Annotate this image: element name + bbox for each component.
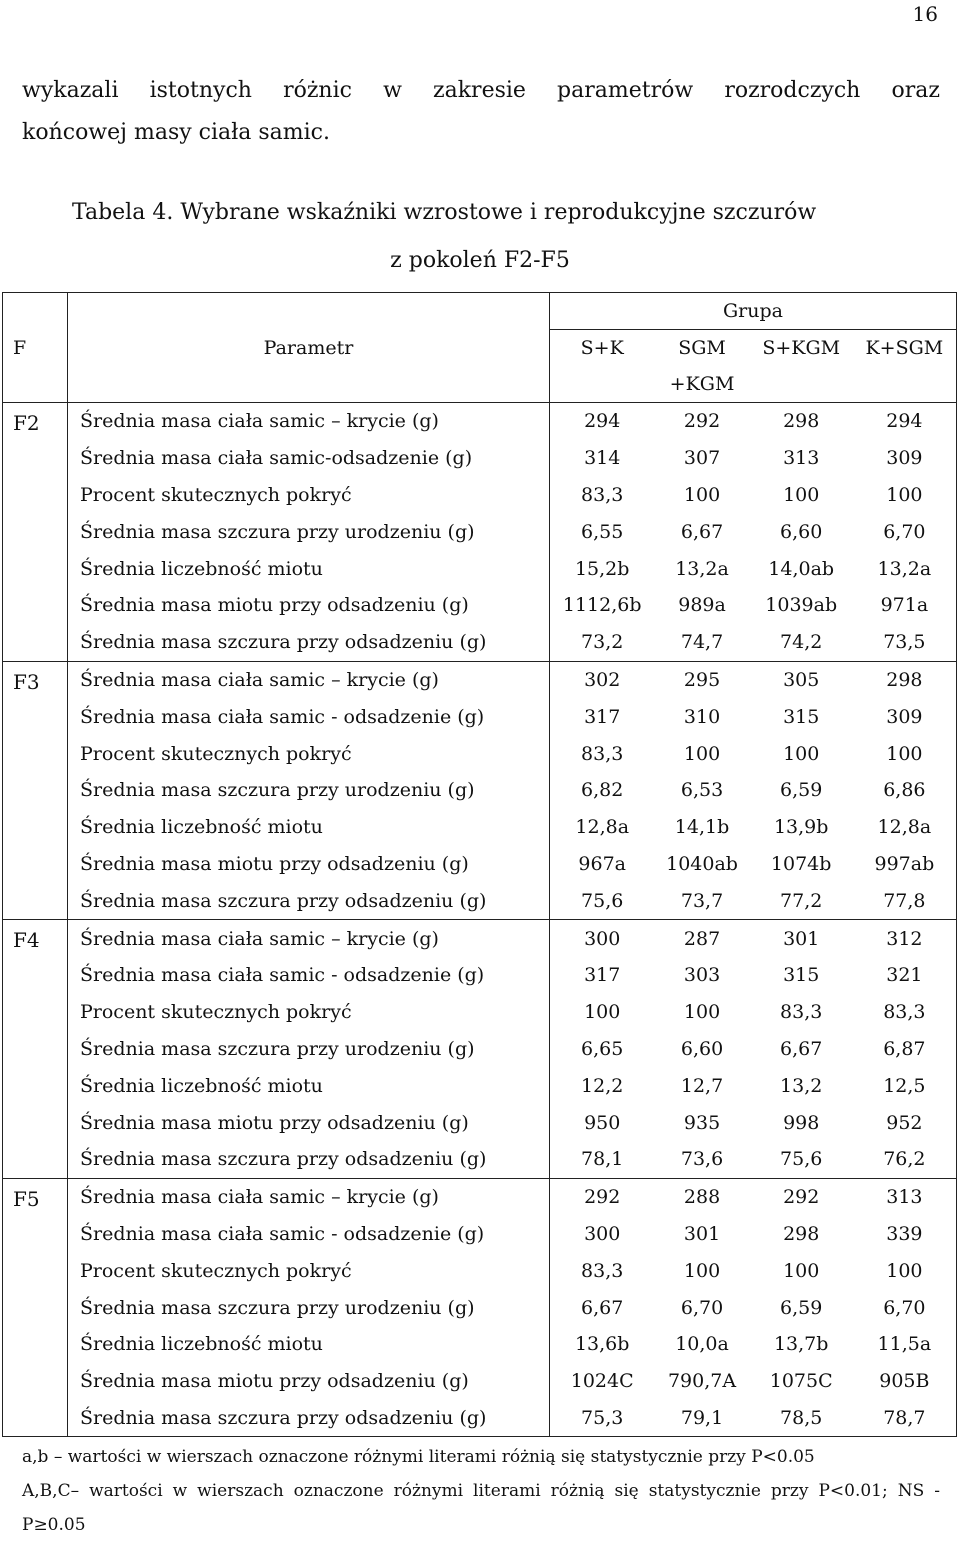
value-cell: 302 <box>550 661 655 698</box>
generation-label: F2 <box>3 403 68 662</box>
parameter-name: Średnia masa szczura przy urodzeniu (g) <box>68 772 550 809</box>
value-cell: 78,7 <box>853 1400 957 1437</box>
value-cell: 83,3 <box>581 1259 624 1282</box>
value-cell: 314 <box>584 447 621 470</box>
value-cell: 15,2b <box>574 557 630 580</box>
parameter-name: Średnia masa ciała samic-odsadzenie (g) <box>68 440 550 477</box>
parameter-name: Średnia masa ciała samic – krycie (g) <box>68 661 550 698</box>
value-cell: 100 <box>683 483 721 506</box>
value-cell: 11,5a <box>853 1326 957 1363</box>
table-row <box>3 1104 957 1141</box>
value-cell: 6,82 <box>581 779 624 802</box>
data-table <box>2 292 957 1437</box>
table-row <box>3 440 957 477</box>
value-cell: 321 <box>853 957 957 994</box>
parameter-name: Procent skutecznych pokryć <box>68 735 550 772</box>
value-cell: 6,65 <box>581 1037 624 1060</box>
value-cell: 301 <box>750 920 853 957</box>
table-row <box>3 846 957 883</box>
value-cell: 75,6 <box>581 889 624 912</box>
header-grupa: Grupa <box>550 293 957 330</box>
intro-word: w <box>383 78 402 103</box>
value-cell: 83,3 <box>581 742 624 765</box>
value-cell: 13,2a <box>853 550 957 587</box>
value-cell: 315 <box>783 705 820 728</box>
table-row <box>3 1326 957 1363</box>
value-cell: 300 <box>550 920 655 957</box>
value-cell: 78,1 <box>581 1148 624 1171</box>
generation-label: F5 <box>3 1178 68 1437</box>
value-cell: 315 <box>783 964 820 987</box>
value-cell: 75,3 <box>550 1400 655 1437</box>
value-cell: 310 <box>683 705 721 728</box>
value-cell: 13,2a <box>675 557 729 580</box>
table-row <box>3 698 957 735</box>
table-row <box>3 513 957 550</box>
value-cell: 100 <box>683 1259 721 1282</box>
table-row <box>3 1216 957 1253</box>
value-cell: 83,3 <box>581 483 624 506</box>
value-cell: 10,0a <box>675 1333 729 1356</box>
header-f: F <box>3 293 68 403</box>
value-cell: 1074b <box>770 852 832 875</box>
value-cell: 305 <box>750 661 853 698</box>
value-cell: 12,5 <box>853 1067 957 1104</box>
table-row <box>3 809 957 846</box>
value-cell: 6,59 <box>780 1296 823 1319</box>
generation-label: F3 <box>3 661 68 920</box>
page-number: 16 <box>912 2 938 26</box>
value-cell: 6,67 <box>680 520 724 543</box>
value-cell: 77,2 <box>780 889 823 912</box>
value-cell: 301 <box>683 1222 721 1245</box>
value-cell: 100 <box>853 477 957 514</box>
value-cell: 12,8a <box>853 809 957 846</box>
value-cell: 292 <box>550 1178 655 1215</box>
parameter-name: Średnia liczebność miotu <box>68 1326 550 1363</box>
header-group-4-sub <box>853 366 957 403</box>
table-row <box>3 1252 957 1289</box>
table-row <box>3 1141 957 1178</box>
value-cell: 6,60 <box>780 520 823 543</box>
intro-word: wykazali <box>22 78 119 103</box>
value-cell: 1040ab <box>666 852 738 875</box>
value-cell: 13,7b <box>773 1333 829 1356</box>
value-cell: 6,67 <box>780 1037 823 1060</box>
value-cell: 73,2 <box>581 631 624 654</box>
value-cell: 298 <box>853 661 957 698</box>
value-cell: 292 <box>654 403 749 440</box>
header-group-3-sub <box>750 366 853 403</box>
value-cell: 6,55 <box>581 520 624 543</box>
value-cell: 935 <box>683 1111 721 1134</box>
value-cell: 13,9b <box>773 816 829 839</box>
parameter-name: Średnia masa ciała samic - odsadzenie (g) <box>68 1216 550 1253</box>
table-body <box>3 403 957 1437</box>
value-cell: 312 <box>853 920 957 957</box>
value-cell: 1075C <box>769 1370 833 1393</box>
value-cell: 971a <box>853 587 957 624</box>
table-row <box>3 1400 957 1437</box>
value-cell: 78,5 <box>750 1400 853 1437</box>
table-row <box>3 587 957 624</box>
parameter-name: Procent skutecznych pokryć <box>68 1252 550 1289</box>
table-row <box>3 624 957 661</box>
value-cell: 73,7 <box>680 889 724 912</box>
parameter-name: Średnia masa szczura przy odsadzeniu (g) <box>68 1400 550 1437</box>
value-cell: 73,5 <box>853 624 957 661</box>
parameter-name: Procent skutecznych pokryć <box>68 994 550 1031</box>
table-row <box>3 920 957 957</box>
value-cell: 6,70 <box>853 513 957 550</box>
value-cell: 6,60 <box>680 1037 724 1060</box>
value-cell: 100 <box>783 742 820 765</box>
header-group-2-sub: +KGM <box>669 373 735 395</box>
value-cell: 73,6 <box>680 1148 724 1171</box>
footnote-lowercase: a,b – wartości w wierszach oznaczone różnymi literami różnią się statystycznie przy P<0.05 <box>22 1447 815 1467</box>
value-cell: 100 <box>783 483 820 506</box>
value-cell: 1039ab <box>765 594 838 617</box>
parameter-name: Średnia masa szczura przy odsadzeniu (g) <box>68 624 550 661</box>
table-row <box>3 1031 957 1068</box>
table-row <box>3 1067 957 1104</box>
parameter-name: Średnia masa miotu przy odsadzeniu (g) <box>68 587 550 624</box>
footnote-uppercase: A,B,C– wartości w wierszach oznaczone różnymi literami różnią się statystycznie przy P<0.01; NS - P≥0.05 <box>22 1481 940 1535</box>
value-cell: 288 <box>654 1178 749 1215</box>
value-cell: 6,59 <box>780 779 823 802</box>
value-cell: 790,7A <box>667 1370 737 1393</box>
table-row <box>3 1289 957 1326</box>
value-cell: 12,8a <box>575 816 630 839</box>
parameter-name: Średnia masa szczura przy urodzeniu (g) <box>68 513 550 550</box>
value-cell: 74,2 <box>780 631 823 654</box>
value-cell: 317 <box>584 964 621 987</box>
table-row <box>3 882 957 919</box>
intro-paragraph <box>22 70 940 154</box>
parameter-name: Średnia masa ciała samic - odsadzenie (g) <box>68 698 550 735</box>
table-row <box>3 994 957 1031</box>
parameter-name: Średnia masa ciała samic – krycie (g) <box>68 1178 550 1215</box>
header-parametr: Parametr <box>68 293 550 403</box>
table-row <box>3 550 957 587</box>
value-cell: 309 <box>853 698 957 735</box>
value-cell: 75,6 <box>780 1148 823 1171</box>
footnotes <box>22 1440 940 1542</box>
parameter-name: Średnia liczebność miotu <box>68 550 550 587</box>
value-cell: 292 <box>750 1178 853 1215</box>
value-cell: 294 <box>853 403 957 440</box>
value-cell: 100 <box>853 1252 957 1289</box>
value-cell: 989a <box>678 594 726 617</box>
table-row <box>3 1363 957 1400</box>
header-group-1: S+K <box>580 337 624 359</box>
table-row <box>3 661 957 698</box>
value-cell: 14,0ab <box>768 557 835 580</box>
value-cell: 287 <box>654 920 749 957</box>
parameter-name: Średnia masa szczura przy odsadzeniu (g) <box>68 882 550 919</box>
value-cell: 6,53 <box>680 779 724 802</box>
value-cell: 100 <box>783 1259 820 1282</box>
table-row <box>3 735 957 772</box>
header-group-2: SGM <box>678 337 726 359</box>
value-cell: 295 <box>654 661 749 698</box>
intro-word: rozrodczych <box>724 78 861 103</box>
table-row <box>3 772 957 809</box>
parameter-name: Średnia liczebność miotu <box>68 1067 550 1104</box>
value-cell: 6,87 <box>853 1031 957 1068</box>
table-row <box>3 477 957 514</box>
table-row <box>3 957 957 994</box>
value-cell: 307 <box>683 447 721 470</box>
intro-word: istotnych <box>149 78 252 103</box>
value-cell: 339 <box>853 1216 957 1253</box>
value-cell: 998 <box>783 1111 820 1134</box>
value-cell: 12,2 <box>581 1074 624 1097</box>
intro-word: oraz <box>891 78 940 103</box>
value-cell: 294 <box>550 403 655 440</box>
value-cell: 1024C <box>570 1370 634 1393</box>
value-cell: 100 <box>584 1001 621 1024</box>
value-cell: 14,1b <box>674 816 730 839</box>
parameter-name: Średnia masa szczura przy odsadzeniu (g) <box>68 1141 550 1178</box>
value-cell: 905B <box>853 1363 957 1400</box>
value-cell: 83,3 <box>780 1001 823 1024</box>
value-cell: 298 <box>783 1222 820 1245</box>
table-row <box>3 1178 957 1215</box>
value-cell: 952 <box>853 1104 957 1141</box>
header-group-1-sub <box>550 366 655 403</box>
value-cell: 100 <box>683 1001 721 1024</box>
value-cell: 309 <box>853 440 957 477</box>
table-caption-subtitle: z pokoleń F2-F5 <box>390 248 570 273</box>
table-caption: Tabela 4. Wybrane wskaźniki wzrostowe i reprodukcyjne szczurów <box>72 200 817 225</box>
parameter-name: Średnia masa ciała samic – krycie (g) <box>68 403 550 440</box>
value-cell: 100 <box>853 735 957 772</box>
intro-word: różnic <box>283 78 352 103</box>
value-cell: 83,3 <box>853 994 957 1031</box>
value-cell: 300 <box>584 1222 621 1245</box>
value-cell: 12,7 <box>680 1074 724 1097</box>
value-cell: 967a <box>578 852 626 875</box>
value-cell: 79,1 <box>654 1400 749 1437</box>
parameter-name: Średnia masa miotu przy odsadzeniu (g) <box>68 846 550 883</box>
value-cell: 13,2 <box>780 1074 823 1097</box>
parameter-name: Procent skutecznych pokryć <box>68 477 550 514</box>
intro-line-2: końcowej masy ciała samic. <box>22 120 330 145</box>
value-cell: 303 <box>683 964 721 987</box>
value-cell: 997ab <box>853 846 957 883</box>
parameter-name: Średnia masa szczura przy urodzeniu (g) <box>68 1031 550 1068</box>
value-cell: 6,67 <box>581 1296 624 1319</box>
value-cell: 1112,6b <box>562 594 642 617</box>
value-cell: 77,8 <box>853 882 957 919</box>
parameter-name: Średnia masa ciała samic – krycie (g) <box>68 920 550 957</box>
value-cell: 6,70 <box>680 1296 724 1319</box>
parameter-name: Średnia masa miotu przy odsadzeniu (g) <box>68 1363 550 1400</box>
parameter-name: Średnia masa ciała samic - odsadzenie (g) <box>68 957 550 994</box>
header-group-4: K+SGM <box>853 330 957 367</box>
intro-word: parametrów <box>557 78 694 103</box>
parameter-name: Średnia liczebność miotu <box>68 809 550 846</box>
header-group-3: S+KGM <box>762 337 841 359</box>
parameter-name: Średnia masa szczura przy urodzeniu (g) <box>68 1289 550 1326</box>
value-cell: 6,70 <box>853 1289 957 1326</box>
value-cell: 6,86 <box>853 772 957 809</box>
intro-word: zakresie <box>433 78 526 103</box>
value-cell: 13,6b <box>574 1333 630 1356</box>
intro-line-1 <box>22 70 940 112</box>
value-cell: 298 <box>750 403 853 440</box>
value-cell: 100 <box>683 742 721 765</box>
generation-label: F4 <box>3 920 68 1179</box>
value-cell: 313 <box>783 447 820 470</box>
value-cell: 76,2 <box>853 1141 957 1178</box>
value-cell: 317 <box>584 705 621 728</box>
value-cell: 74,7 <box>680 631 724 654</box>
value-cell: 313 <box>853 1178 957 1215</box>
value-cell: 950 <box>584 1111 621 1134</box>
parameter-name: Średnia masa miotu przy odsadzeniu (g) <box>68 1104 550 1141</box>
table-row <box>3 403 957 440</box>
